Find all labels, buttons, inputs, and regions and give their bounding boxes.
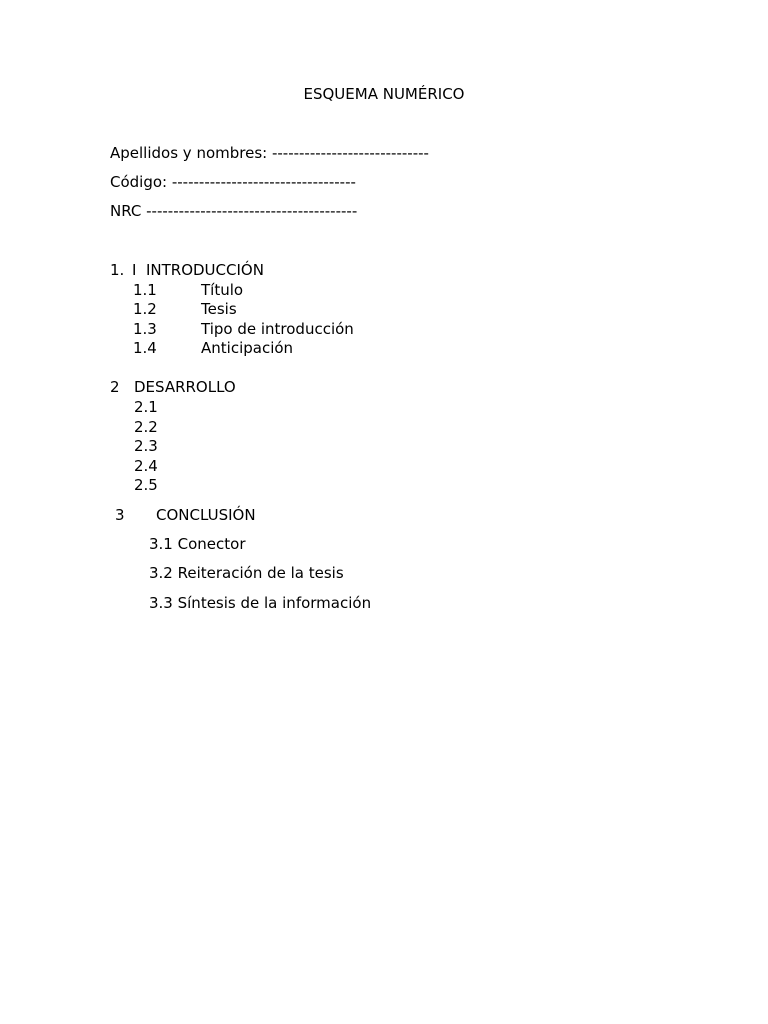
section-3-heading: CONCLUSIÓN xyxy=(156,506,256,524)
item-number: 2.5 xyxy=(134,476,158,494)
section-3-number: 3 xyxy=(115,506,125,524)
item-number: 2.4 xyxy=(134,457,158,475)
section-2-heading: DESARROLLO xyxy=(134,378,236,396)
section-2-number: 2 xyxy=(110,378,120,396)
field-apellidos: Apellidos y nombres: ----------------------------- xyxy=(110,144,429,162)
field-nrc: NRC --------------------------------------- xyxy=(110,202,358,220)
item-text: Título xyxy=(201,281,244,299)
item-text: 3.1 Conector xyxy=(149,535,246,553)
item-number: 1.4 xyxy=(133,339,157,357)
item-text: 3.2 Reiteración de la tesis xyxy=(149,564,344,582)
item-text: 3.3 Síntesis de la información xyxy=(149,594,372,612)
item-number: 2.2 xyxy=(134,418,158,436)
field-codigo: Código: ---------------------------------- xyxy=(110,173,356,191)
item-text: Anticipación xyxy=(201,339,294,357)
item-text: Tesis xyxy=(201,300,237,318)
item-number: 2.1 xyxy=(134,398,158,416)
page-title: ESQUEMA NUMÉRICO xyxy=(303,85,465,103)
item-number: 1.3 xyxy=(133,320,157,338)
item-text: Tipo de introducción xyxy=(201,320,354,338)
section-1-number: 1. xyxy=(110,261,125,279)
section-1-heading: I INTRODUCCIÓN xyxy=(132,261,264,279)
item-number: 1.1 xyxy=(133,281,157,299)
item-number: 1.2 xyxy=(133,300,157,318)
item-number: 2.3 xyxy=(134,437,158,455)
